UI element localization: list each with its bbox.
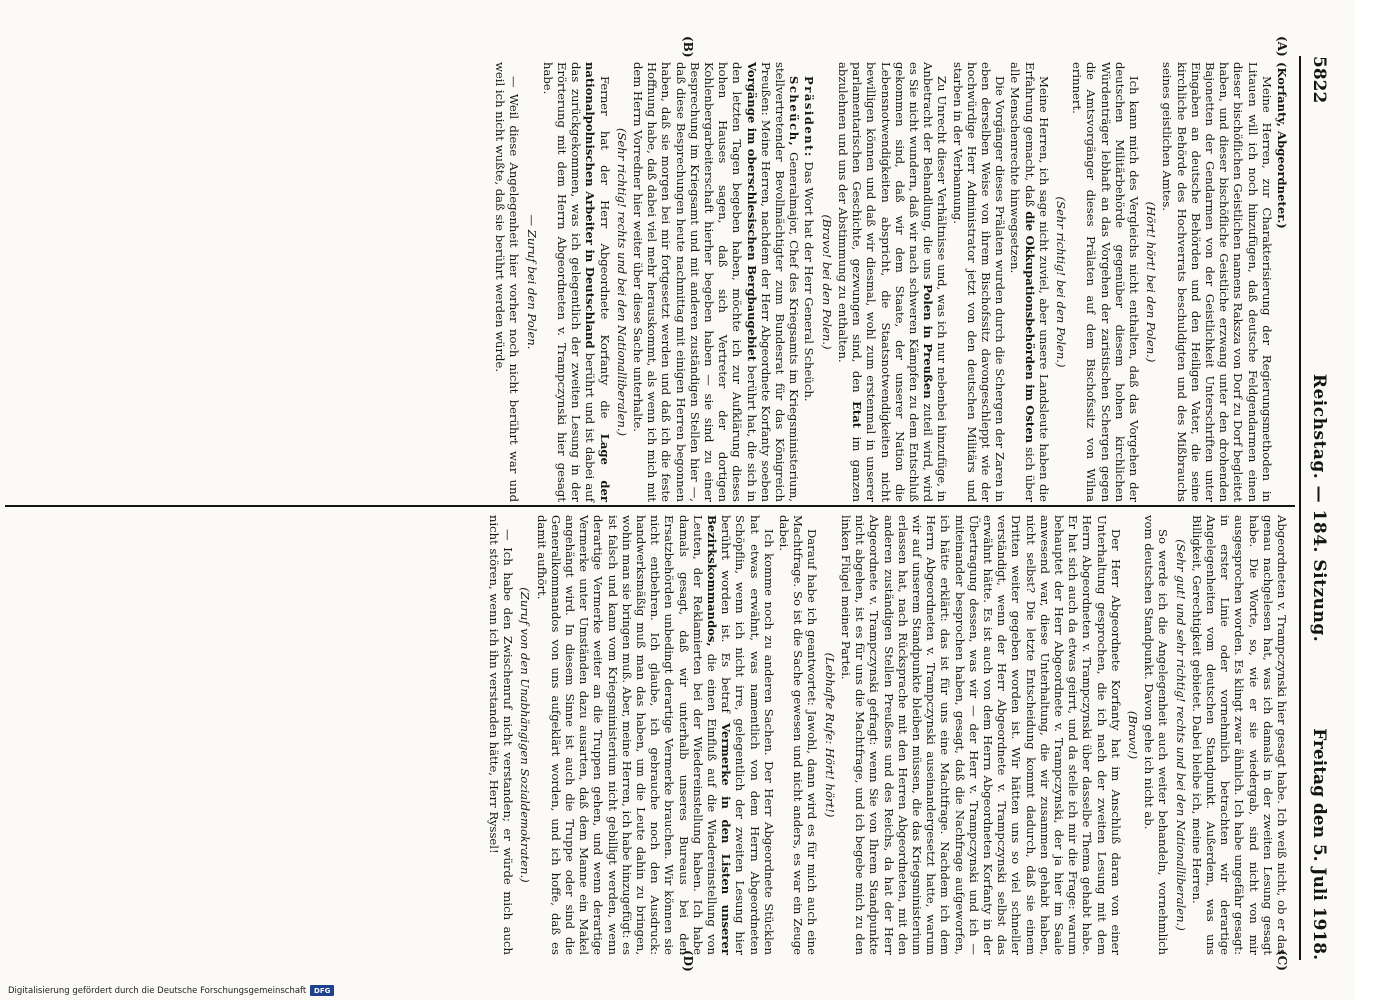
stage-direction: (Bravo! bei den Polen.) [819,214,834,350]
stage-direction: (Bravo!) [1125,710,1140,760]
credit-text: Digitalisierung gefördert durch die Deutsche Forschungsgemeinschaft [8,985,307,996]
page-number: 5822 [1309,56,1329,104]
stage-direction: (Hört! hört! bei den Polen.) [1144,201,1159,363]
paragraph: Meine Herren, ich sage nicht zuviel, aber unsere Landsleute haben die Erfahrung gemacht, daß die Okkupationsbehörden im Osten sich über alle Menschenrechte hinwegsetzen. [1008,62,1051,502]
stage-direction: (Sehr richtig! rechts und bei den Nationalliberalen.) [614,127,629,437]
paragraph: Abgeordneten v. Trampczynski hier gesagt habe. Ich weiß nicht, ob er das genau nachgelesen hat, was ich damals in der zweiten Lesung gesagt habe. Die Worte, so, wie er sie wiedergab, sind nicht von mir ausgesprochen worden. Es klingt zwar ähnlich. Ich habe ungefähr gesagt: in erster Linie oder vornehmlich betrachten wir derartige Angelegenheiten vom deutschen Standpunkt. Außerdem, was uns Billigkeit, Gerechtigkeit gebietet. Dabei bleibe ich, meine Herren. [1189,515,1289,955]
paragraph: Scheüch, Generalmajor, Chef des Kriegsamts im Kriegsministerium, stellvertretender Bevollmächtigter zum Bundesrat für das Königreich Preußen: Meine Herren, nachdem der Herr Abgeordnete Korfanty soeben Vorgänge im oberschlesischen Bergbaugebiet berührt hat, die sich in den letzten Tagen begeben haben, möchte ich zur Aufklärung dieses hohen Hauses sagen, daß sich Vertreter der dortigen Kohlenbergarbeiterschaft hierher begeben haben — sie sind zu einer Besprechung im Kriegsamt und mit anderen zuständigen Stellen hier —, daß diese Besprechungen heute nachmittag mit einigen Herren begonnen haben, daß sie morgen bei mir fortgesetzt werden und daß ich die feste Hoffnung habe, daß dabei viel mehr herauskommt, als wenn ich mich mit dem Herrn Vorredner hier weiter über diese Sache unterhalte. [631,62,802,502]
emphasis: Polen in Preußen [921,284,936,399]
speaker-label: Präsident: [802,76,817,158]
paragraph: Der Herr Abgeordnete Korfanty hat im Anschluß daran von einer Unterhaltung gesprochen, die ich nach der zweiten Lesung mit dem Herrn Abgeordneten v. Trampczynski über dasselbe Thema gehabt habe. Er hat sich auch da etwas geirrt, und da stelle ich mir die Frage: warum behauptet der Herr Abgeordnete v. Trampczynski, der ja hier im Saale anwesend war, diese Unterhaltung, die wir zusammen gehabt haben, nicht selbst? Die letzte Entscheidung kommt dadurch, daß sie einem Dritten weiter gegeben worden ist. Wir hätten uns so viel schneller verständigt, wenn der Herr Abgeordnete v. Trampczynski selbst das erwähnt hätte. Es ist auch von dem Herrn Abgeordneten Korfanty in der Übertragung dessen, was wir — der Herr v. Trampczynski und ich — miteinander besprochen haben, gesagt, daß die Nachfrage aufgeworfen, ich hätte erklärt: das ist für uns eine Machtfrage. Nachdem ich dem Herrn Abgeordneten v. Trampczynski auseinandergesetzt hatte, warum wir auf unserem Standpunkte bleiben müssen, die das Kriegsministerium erlassen hat, nach Rücksprache mit den Herren Abgeordneten, mit den anderen zuständigen Stellen Preußens und des Reichs, da hat der Herr Abgeordnete v. Trampczynski gefragt: wenn Sie von Ihrem Standpunkte nicht abgehen, ist es für uns die Machtfrage, und ich begebe mich zu den linken Flügel meiner Partei. [838,515,1123,955]
stage-direction: (Sehr richtig! bei den Polen.) [1053,196,1068,368]
stage-direction: (Sehr gut! und sehr richtig! rechts und bei den Nationalliberalen.) [1173,539,1188,931]
paragraph: Zu Unrecht dieser Verhältnisse und, was ich nur nebenbei hinzufüge, in Anbetracht der Behandlung, die uns Polen in Preußen zuteil wird, wird es Sie nicht wundern, daß wir nach schweren Kämpfen zu dem Entschluß gekommen sind, daß wir dem Staate, der unserer Nation die Lebensnotwendigkeiten abspricht, die Staatsnotwendigkeiten nicht bewilligen können und daß wir diesmal, wohl zum erstenmal in unserer parlamentarischen Geschichte, gezwungen sind, den Etat im ganzen abzulehnen und uns der Abstimmung zu enthalten. [835,62,950,503]
left-column [492,62,1289,502]
page-header [1305,56,1333,960]
stage-direction: (Zuruf von den Unabhängigen Sozialdemokraten.) [518,587,533,883]
paragraph: Die Vorgänger dieses Prälaten wurden durch die Schergen der Zaren in eben derselben Weise von ihrem Bischofssitz davongeschleppt wie der hochwürdige Herr Administrator jetzt von den deutschen Militärs und starben in der Verbannung. [950,62,1008,502]
emphasis: Lage der nationalpolnischen Arbeiter in Deutschland [583,62,612,503]
emphasis: die Okkupationsbehörden im Osten [1022,211,1037,444]
stage-direction: — Zuruf bei den Polen. [524,214,539,350]
emphasis: Etat [850,401,865,429]
digitization-credit [8,985,334,996]
right-column [486,515,1289,955]
paragraph: Ich komme noch zu anderen Sachen. Der Herr Abgeordnete Stücklen hat etwas erwähnt, was namentlich von dem Herrn Abgeordneten Schöpflin, wenn ich nicht irre, gelegentlich der zweiten Lesung hier berührt worden ist. Es betraf Vermerke in den Listen unserer Bezirkskommandos, die einen Einfluß auf die Wiedereinstellung von Leuten, der Reklamierten bei der Wiedereinstellung haben. Ich habe damals gesagt, daß wir unterhalb unseres Bureaus bei den Ersatzbehörden unbedingt derartige Vermerke brauchen. Wir können sie nicht entbehren. Ich glaube, ich gebrauche noch den Ausdruck: handwerksmäßig muß man das haben, um die Leute dahin zu bringen, wohin man sie bringen muß. Aber, meine Herren, ich habe hinzugefügt: es ist falsch und kann vom Kriegsministerium nicht gebilligt werden, wenn derartige Vermerke weiter an die Truppen gehen, und wenn derartige Vermerke unter Umständen dazu ausarten, daß dem Manne ein Makel angehängt wird. In diesem Sinne ist auch die Truppe oder sind die Generalkommandos von uns aufgeklärt worden, und ich hoffe, daß es damit aufhört. [534,515,776,956]
paragraph: — Weil diese Angelegenheit hier vorher noch nicht berührt war und weil ich nicht wußte, daß sie berührt werden würde. [493,62,522,502]
speaker-line: (Korfanty, Abgeordneter.) [1275,62,1289,229]
paragraph: — Ich habe den Zwischenruf nicht verstanden; er würde mich auch nicht stören, wenn ich ihn verstanden hätte, Herr Ryssel! [487,515,516,955]
margin-mark-d: (D) [681,950,695,972]
emphasis: Vorgänge im oberschlesischen Bergbaugebiet [744,62,759,362]
paragraph: Ferner hat der Herr Abgeordnete Korfanty die Lage der nationalpolnischen Arbeiter in Deutschland berührt und ist dabei auf das zurückgekommen, was ich gelegentlich der zweiten Lesung in der Erörterung mit dem Herrn Abgeordneten v. Trampczynski hier gesagt habe. [540,62,612,503]
paragraph: Darauf habe ich geantwortet: Jawohl, dann wird es für mich auch eine Machtfrage. So ist die Sache gewesen und nicht anders, es war ein Zeuge dabei. [777,515,820,955]
margin-mark-c: (C) [1275,950,1289,971]
paragraph: Ich kann mich des Vergleichs nicht enthalten, daß das Vorgehen der deutschen Militärbehörde gegenüber diesem hohen kirchlichen Würdenträger lebhaft an das Vorgehen der zaristischen Schergen gegen die Amtsvorgänger dieses Prälaten auf dem Bischofssitz von Wilna erinnert. [1070,62,1141,502]
margin-mark-a: (A) [1275,36,1289,57]
paragraph: Meine Herren, zur Charakterisierung der Regierungsmethoden in Litauen will ich noch hinzufügen, daß deutsche Feldgendarmen einen dieser bischöflichen Geistlichen namens Raksza von Dorf zu Dorf begleitet haben, und dieser bischöfliche Geistliche erzwang unter den drohenden Bajonetten der Gendarmen von der Geistlichkeit Unterschriften unter Eingaben an deutsche Behörden und den Heiligen Vater, die seine kirchliche Behörde des Hochverrats beschuldigten und des Mißbrauchs seines geistlichen Amtes. [1160,62,1274,502]
session-date: Freitag den 5. Juli 1918. [1309,728,1329,960]
paragraph: So werde ich die Angelegenheit auch weiter behandeln, vornehmlich vom deutschen Standpunkt. Davon gehe ich nicht ab. [1142,515,1171,955]
emphasis: Vermerke in den Listen unserer Bezirkskommandos, [705,515,734,955]
speaker-label: Scheüch, [787,76,802,148]
session-title: Reichstag. — 184. Sitzung. [1309,373,1329,643]
header-rule [1299,56,1301,960]
column-divider [5,505,1295,507]
dfg-logo-icon: DFG [310,985,334,996]
margin-mark-b: (B) [681,36,695,58]
stage-direction: (Lebhafte Rufe: Hört! hört!) [822,652,837,818]
paragraph: Präsident: Das Wort hat der Herr General Scheüch. [802,76,817,402]
